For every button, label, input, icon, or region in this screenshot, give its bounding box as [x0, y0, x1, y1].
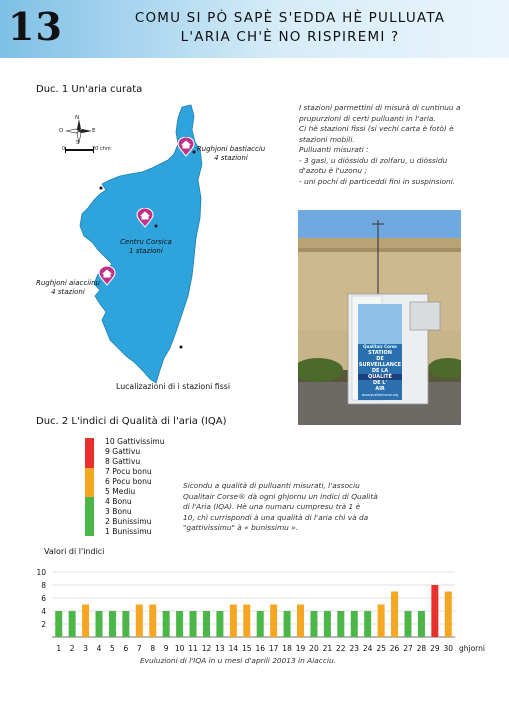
- bar-day-28: [418, 611, 425, 637]
- doc2-desc-line: di l'Aria (IQA). Hè una numaru cumpresu trà 1 è: [183, 502, 361, 511]
- bar-day-17: [270, 605, 277, 638]
- doc1-description: [299, 103, 494, 187]
- x-tick-label: 17: [268, 644, 279, 653]
- iqa-color-scale: [85, 438, 94, 536]
- legend-item: 4 Bonu: [105, 497, 132, 506]
- legend-item: 5 Mediu: [105, 487, 136, 496]
- compass-e: E: [92, 128, 96, 134]
- scale-segment-good: [85, 497, 94, 536]
- label-ajaccio: [30, 279, 106, 296]
- bar-day-5: [109, 611, 116, 637]
- x-tick-label: 9: [163, 644, 169, 653]
- scale-label: 20 chm: [92, 146, 111, 152]
- page-title-line-1: COMU SI PÒ SAPÈ S'EDDA HÈ PULLUATA: [134, 10, 446, 26]
- page-title: [90, 9, 490, 47]
- bar-day-26: [391, 592, 398, 638]
- bar-day-18: [284, 611, 291, 637]
- photo-panel-line: DE: [376, 356, 384, 362]
- doc2-description: [183, 481, 403, 534]
- legend-item: 10 Gattivissimu: [105, 437, 165, 446]
- bar-day-10: [176, 611, 183, 637]
- x-tick-label: 11: [188, 644, 198, 653]
- bar-day-15: [243, 605, 250, 638]
- x-tick-label: 20: [309, 644, 319, 653]
- map-caption: Lucalizazioni di i stazioni fissi: [116, 382, 230, 391]
- doc1-desc-line: I stazioni parmettini di misurà di cuntinuu a: [299, 103, 461, 112]
- doc1-title: Duc. 1 Un'aria curata: [36, 84, 143, 95]
- photo-panel-brand: Qualitair Corse: [363, 344, 397, 349]
- x-tick-label: 19: [295, 644, 306, 653]
- y-tick-label: 4: [41, 607, 46, 616]
- legend-item: 6 Pocu bonu: [105, 477, 152, 486]
- bar-day-14: [230, 605, 237, 638]
- compass-o: O: [59, 128, 64, 134]
- photo-panel-text: [358, 344, 402, 398]
- station-marker-icon: [177, 137, 195, 157]
- doc2-desc-line: 10, chì currispondi à una qualità di l'aria chì và da: [183, 512, 369, 522]
- label-centre-name: Centru Corsica: [120, 238, 172, 246]
- bar-day-27: [404, 611, 411, 637]
- photo-panel-line: AIR: [375, 386, 385, 392]
- y-tick-label: 8: [41, 581, 46, 590]
- legend-item: 1 Bunissimu: [105, 527, 152, 536]
- bar-day-21: [324, 611, 331, 637]
- x-tick-label: 18: [282, 644, 292, 653]
- y-tick-label: 6: [41, 594, 46, 603]
- x-tick-label: 29: [430, 644, 440, 653]
- doc1-desc-line: Ci hè stazioni fissi (si vechi carta è fotò) è: [299, 124, 454, 133]
- doc2-title: Duc. 2 L'indici di Qualità di l'aria (IQA): [36, 416, 227, 427]
- bar-day-6: [122, 611, 129, 637]
- chart-title: Valori di l'indici: [44, 547, 105, 556]
- x-tick-label: 5: [110, 644, 115, 653]
- bar-day-22: [337, 611, 344, 637]
- doc1-desc-line: stazioni mobili.: [299, 134, 355, 144]
- bar-day-3: [82, 605, 89, 638]
- label-ajaccio-count: 4 stazioni: [51, 287, 85, 296]
- x-tick-label: 21: [322, 644, 333, 653]
- photo-panel-line: DE L': [372, 380, 388, 386]
- bar-day-23: [351, 611, 358, 637]
- label-bastia: [196, 145, 266, 162]
- photo-panel-line: QUALITÉ: [358, 374, 402, 380]
- photo-panel-line: DE LA: [371, 368, 389, 374]
- doc2-desc-line: "gattivissimu" à « bunissimu ».: [183, 523, 299, 532]
- x-tick-label: 22: [336, 644, 346, 653]
- photo-panel-line: SURVEILLANCE: [358, 362, 402, 368]
- x-tick-label: 3: [83, 644, 88, 653]
- legend-item: 3 Bonu: [105, 507, 132, 516]
- scale-segment-medium: [85, 468, 94, 497]
- x-tick-label: 8: [150, 644, 156, 653]
- x-tick-label: 14: [228, 644, 239, 653]
- x-tick-label: 23: [349, 644, 360, 653]
- scale-segment-bad: [85, 438, 94, 468]
- x-tick-label: 7: [136, 644, 142, 653]
- x-axis-label: ghjorni: [459, 644, 485, 653]
- bar-day-13: [216, 611, 223, 637]
- bar-day-1: [55, 611, 62, 637]
- legend-item: 9 Gattivu: [105, 447, 141, 456]
- bar-day-8: [149, 605, 156, 638]
- chart-caption: Evuluzioni di l'IQA in u mesi d'aprili 20013 in Aiacciu.: [140, 656, 336, 665]
- doc1-desc-line: Pulluanti misurati :: [299, 145, 369, 154]
- bar-day-11: [190, 611, 197, 637]
- bar-day-4: [96, 611, 103, 637]
- y-tick-label: 10: [36, 568, 46, 577]
- x-tick-label: 13: [215, 644, 225, 653]
- y-tick-label: 2: [41, 620, 46, 629]
- bar-day-9: [163, 611, 170, 637]
- x-tick-label: 2: [69, 644, 75, 653]
- x-tick-label: 1: [56, 644, 62, 653]
- station-photo: [298, 210, 461, 425]
- photo-panel-line: STATION: [368, 350, 392, 356]
- x-tick-label: 10: [174, 644, 185, 653]
- doc1-desc-line: - 3 gasi, u diòssidu di zolfaru, u diòssidu: [299, 155, 448, 165]
- scale-zero: 0: [62, 146, 66, 152]
- bar-day-7: [136, 605, 143, 638]
- bar-day-2: [69, 611, 76, 637]
- x-tick-label: 25: [376, 644, 386, 653]
- doc2-desc-line: Qualitair Corse® dà ogni ghjornu un indici di Qualità: [183, 491, 378, 501]
- x-tick-label: 24: [362, 644, 373, 653]
- compass-n: N: [75, 115, 80, 121]
- iqa-bar-chart: [0, 540, 509, 670]
- label-bastia-count: 4 stazioni: [214, 153, 248, 162]
- bar-day-29: [431, 585, 438, 637]
- bar-day-30: [445, 592, 452, 638]
- x-tick-label: 27: [403, 644, 413, 653]
- doc1-desc-line: d'azotu è l'uzonu ;: [299, 166, 367, 175]
- bar-day-12: [203, 611, 210, 637]
- label-centre: [108, 238, 184, 255]
- bar-day-16: [257, 611, 264, 637]
- photo-panel-url: www.qualitaircorse.org: [361, 393, 399, 397]
- bar-day-20: [310, 611, 317, 637]
- legend-item: 7 Pocu bonu: [105, 467, 152, 476]
- x-tick-label: 12: [201, 644, 212, 653]
- x-tick-label: 6: [123, 644, 129, 653]
- label-bastia-name: Rughjoni bastiacciu: [196, 145, 266, 153]
- doc2-desc-line: Sicondu a qualità di pulluanti misurati, l'associu: [183, 481, 360, 490]
- x-tick-label: 26: [389, 644, 400, 653]
- x-tick-label: 16: [255, 644, 265, 653]
- x-tick-label: 15: [242, 644, 252, 653]
- bar-day-24: [364, 611, 371, 637]
- label-centre-count: 1 stazioni: [129, 246, 163, 255]
- legend-item: 8 Gattivu: [105, 457, 141, 466]
- legend-item: 2 Bunissimu: [105, 517, 152, 526]
- page-title-line-2: L'ARIA CH'È NO RISPIREMI ?: [180, 29, 400, 45]
- bar-day-19: [297, 605, 304, 638]
- station-marker-icon: [136, 208, 154, 228]
- page-number: 13: [8, 4, 63, 49]
- doc1-desc-line: prupurzioni di certi pulluanti in l'aria.: [299, 113, 436, 123]
- doc1-desc-line: - uni pochi di particeddi fini in suspinsioni.: [299, 176, 456, 186]
- compass-s: S: [76, 140, 80, 146]
- x-tick-label: 4: [96, 644, 102, 653]
- label-ajaccio-name: Rughjoni aiacciinu: [36, 279, 100, 287]
- x-tick-label: 30: [443, 644, 454, 653]
- bar-day-25: [378, 605, 385, 638]
- x-tick-label: 28: [416, 644, 427, 653]
